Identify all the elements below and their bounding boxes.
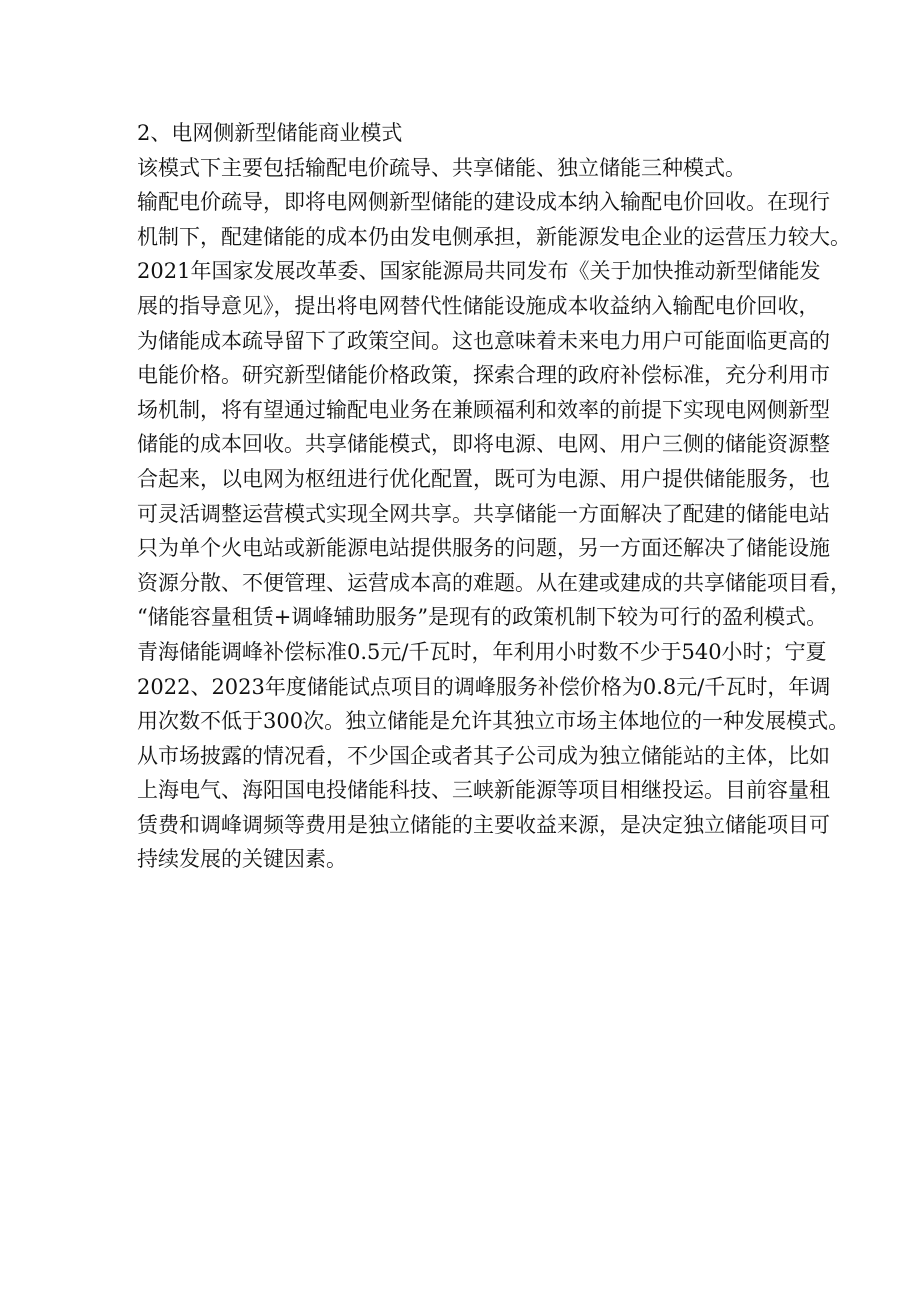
body-paragraph (137, 185, 851, 877)
body-line: 从市场披露的情况看，不少国企或者其子公司成为独立储能站的主体，比如 (137, 743, 830, 768)
body-line: “储能容量租赁+调峰辅助服务”是现有的政策机制下较为可行的盈利模式。 (137, 605, 828, 630)
body-line: 机制下，配建储能的成本仍由发电侧承担，新能源发电企业的运营压力较大。 (137, 224, 851, 249)
body-line: 用次数不低于300次。独立储能是允许其独立市场主体地位的一种发展模式。 (137, 709, 850, 734)
body-line: 资源分散、不便管理、运营成本高的难题。从在建或建成的共享储能项目看， (137, 570, 851, 595)
body-line: 可灵活调整运营模式实现全网共享。共享储能一方面解决了配建的储能电站 (137, 501, 830, 526)
document-body (137, 116, 851, 877)
body-line: 电能价格。研究新型储能价格政策，探索合理的政府补偿标准，充分利用市 (137, 363, 830, 388)
body-line: 输配电价疏导，即将电网侧新型储能的建设成本纳入输配电价回收。在现行 (137, 190, 830, 215)
body-line: 2021年国家发展改革委、国家能源局共同发布《关于加快推动新型储能发 (137, 259, 821, 284)
body-line: 上海电气、海阳国电投储能科技、三峡新能源等项目相继投运。目前容量租 (137, 778, 830, 803)
intro-paragraph: 该模式下主要包括输配电价疏导、共享储能、独立储能三种模式。 (137, 155, 746, 180)
body-line: 赁费和调峰调频等费用是独立储能的主要收益来源，是决定独立储能项目可 (137, 812, 830, 837)
section-heading: 2、电网侧新型储能商业模式 (137, 121, 403, 145)
body-line: 持续发展的关键因素。 (137, 847, 347, 872)
body-line: 合起来，以电网为枢纽进行优化配置，既可为电源、用户提供储能服务，也 (137, 466, 830, 491)
body-line: 为储能成本疏导留下了政策空间。这也意味着未来电力用户可能面临更高的 (137, 328, 830, 353)
body-line: 青海储能调峰补偿标准0.5元/千瓦时，年利用小时数不少于540小时；宁夏 (137, 639, 827, 664)
body-line: 储能的成本回收。共享储能模式，即将电源、电网、用户三侧的储能资源整 (137, 432, 830, 457)
body-line: 只为单个火电站或新能源电站提供服务的问题，另一方面还解决了储能设施 (137, 536, 830, 561)
body-line: 展的指导意见》，提出将电网替代性储能设施成本收益纳入输配电价回收， (137, 293, 820, 318)
body-line: 场机制，将有望通过输配电业务在兼顾福利和效率的前提下实现电网侧新型 (137, 397, 830, 422)
body-line: 2022、2023年度储能试点项目的调峰服务补偿价格为0.8元/千瓦时，年调 (137, 674, 831, 699)
